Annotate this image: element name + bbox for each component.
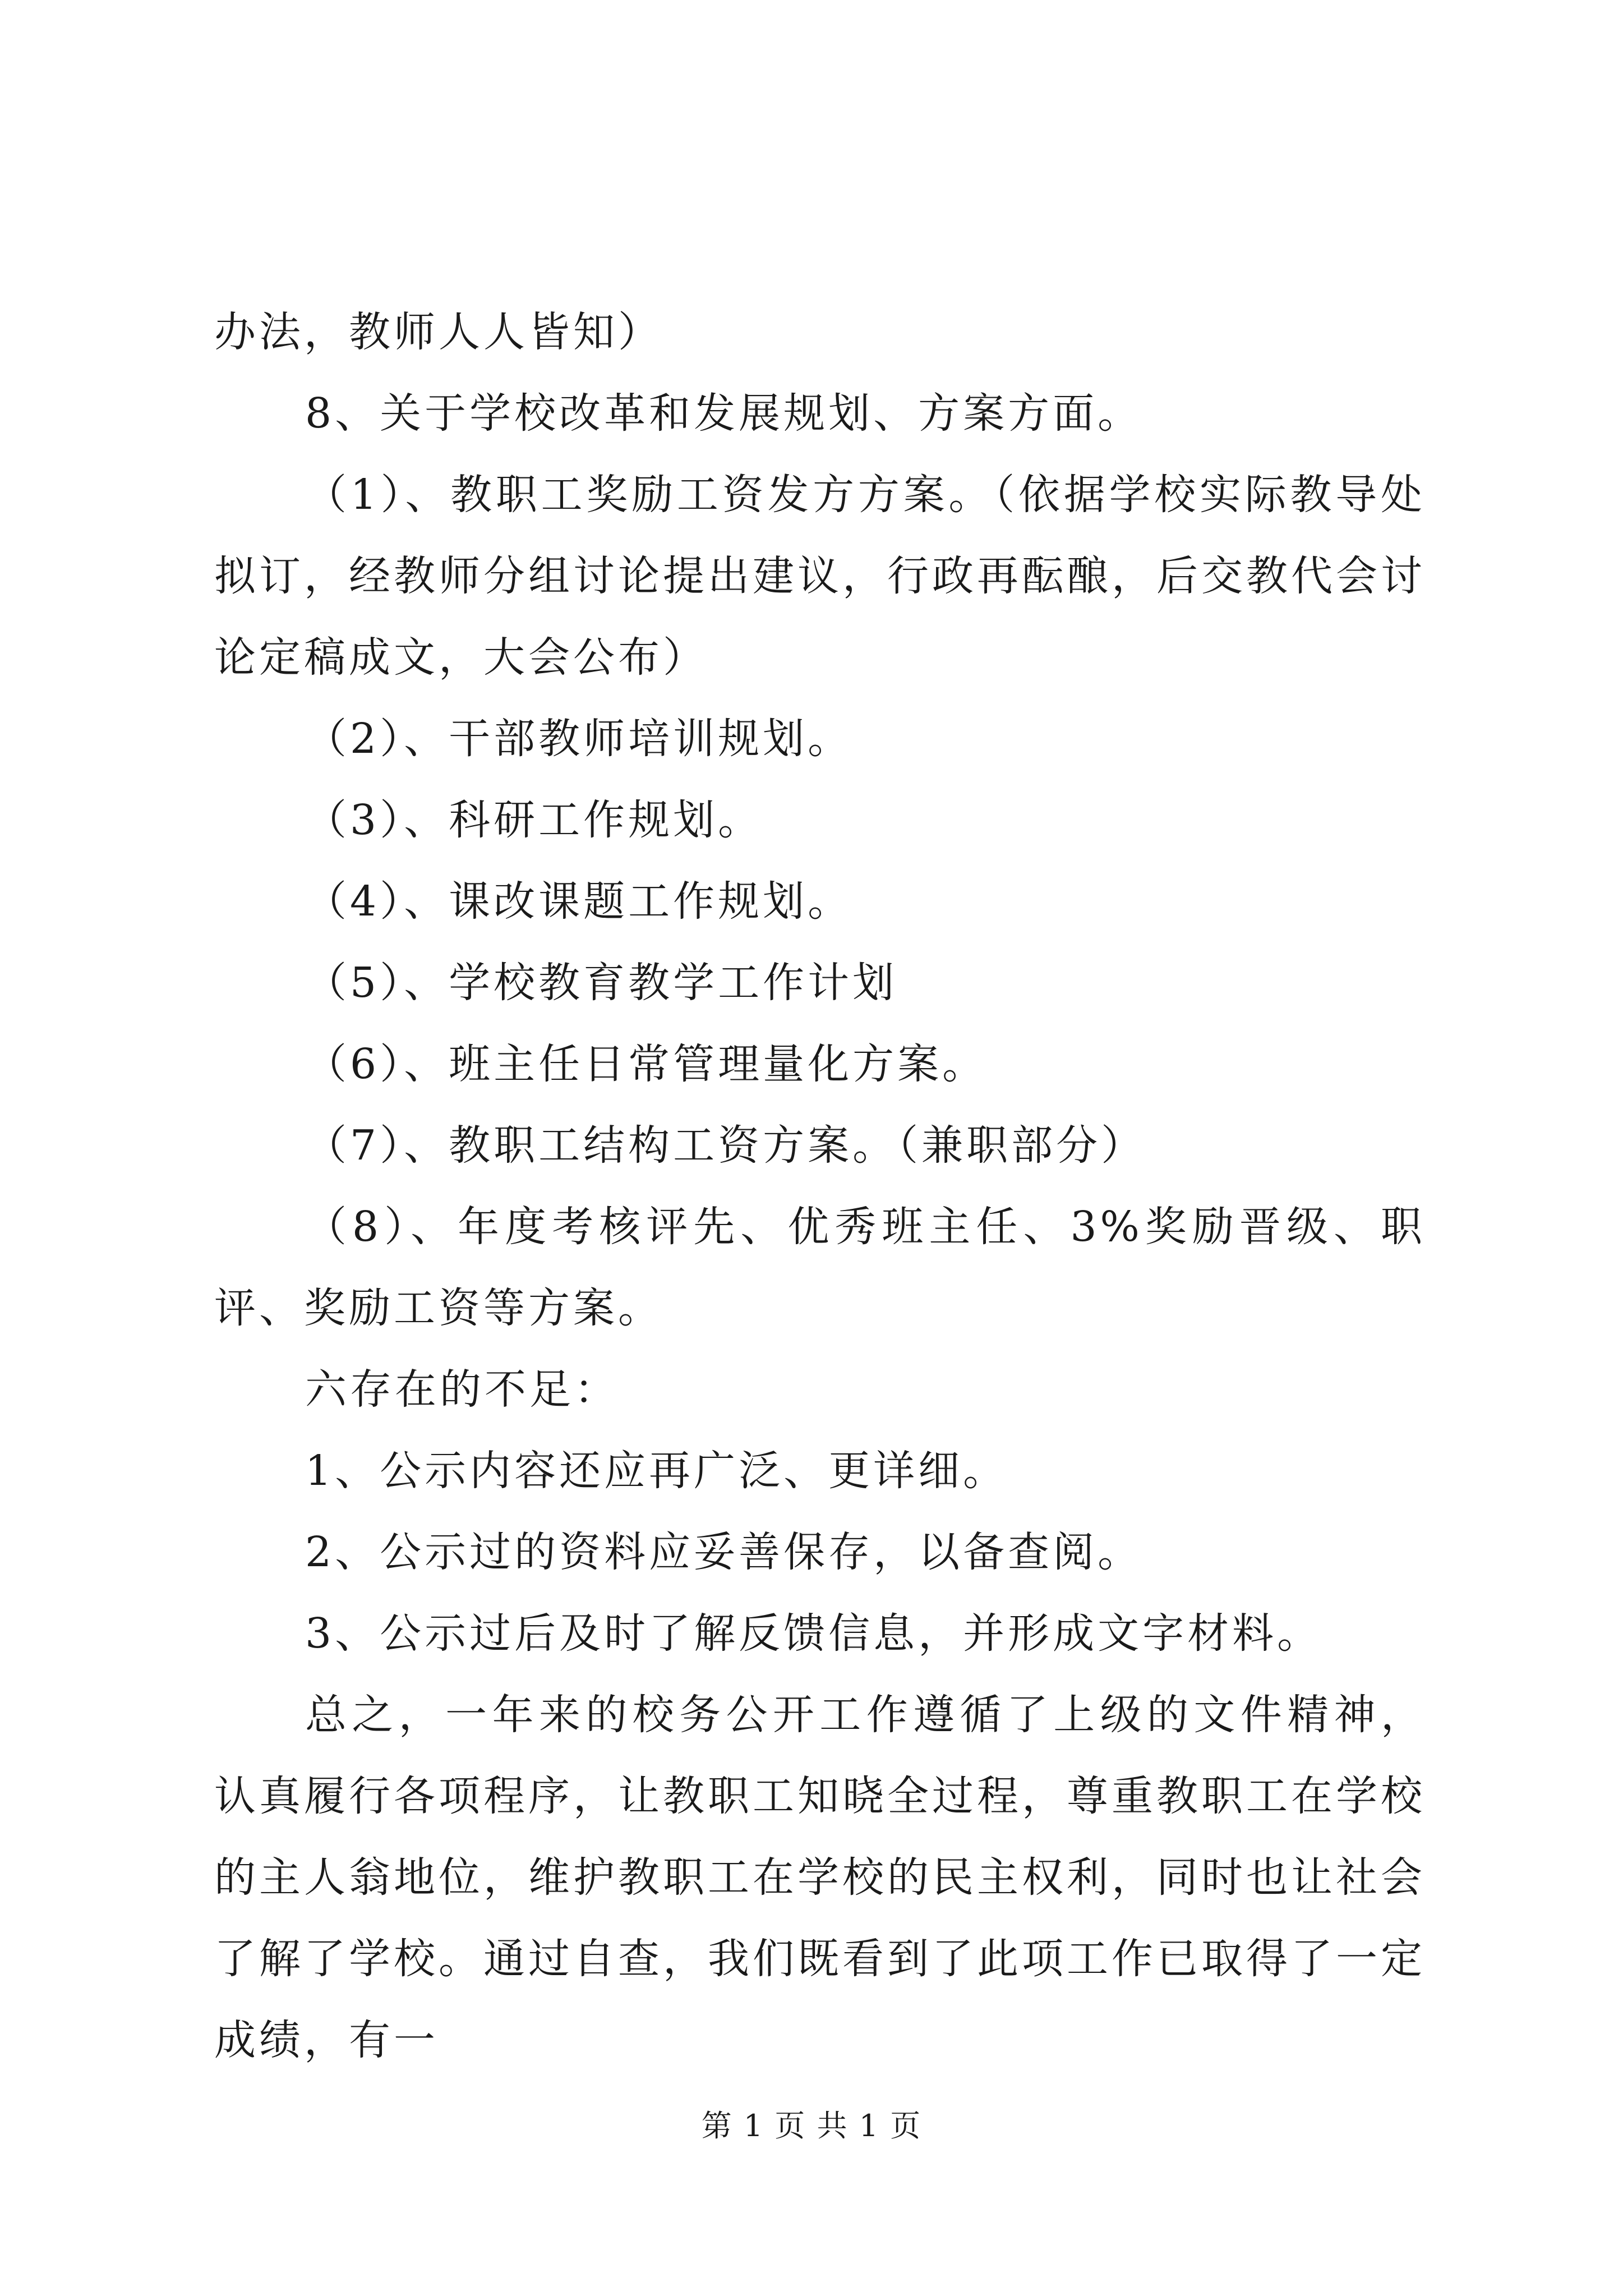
document-body (214, 292, 1426, 2081)
paragraph-item-4: （4）、课改课题工作规划。 (305, 877, 853, 926)
paragraph-section-8: 8、关于学校改革和发展规划、方案方面。 (305, 389, 1143, 438)
page-footer: 第 1 页 共 1 页 (701, 2108, 922, 2143)
paragraph-continuation: 办法，教师人人皆知） (214, 308, 663, 356)
shortcoming-item-1: 1、公示内容还应再广泛、更详细。 (305, 1447, 1008, 1495)
paragraph-item-1: （1）、教职工奖励工资发方方案。（依据学校实际教导处拟订，经教师分组讨论提出建议，行政再酝酿，后交教代会讨论定稿成文，大会公布） (214, 471, 1426, 682)
paragraph-item-7: （7）、教职工结构工资方案。（兼职部分） (305, 1121, 1146, 1170)
section-heading-shortcomings: 六存在的不足： (305, 1365, 619, 1414)
shortcoming-item-2: 2、公示过的资料应妥善保存，以备查阅。 (305, 1528, 1143, 1576)
paragraph-item-3: （3）、科研工作规划。 (305, 796, 763, 844)
paragraph-item-8: （8）、年度考核评先、优秀班主任、3%奖励晋级、职评、奖励工资等方案。 (214, 1203, 1426, 1332)
paragraph-item-6: （6）、班主任日常管理量化方案。 (305, 1040, 988, 1088)
shortcoming-item-3: 3、公示过后及时了解反馈信息，并形成文字材料。 (305, 1609, 1322, 1658)
paragraph-item-5: （5）、学校教育教学工作计划 (305, 959, 898, 1007)
paragraph-item-2: （2）、干部教师培训规划。 (305, 715, 853, 763)
paragraph-summary: 总之，一年来的校务公开工作遵循了上级的文件精神，认真履行各项程序，让教职工知晓全过程，尊重教职工在学校的主人翁地位，维护教职工在学校的民主权利，同时也让社会了解了学校。通过自查，我们既看到了此项工作已取得了一定成绩，有一 (214, 1691, 1426, 2064)
